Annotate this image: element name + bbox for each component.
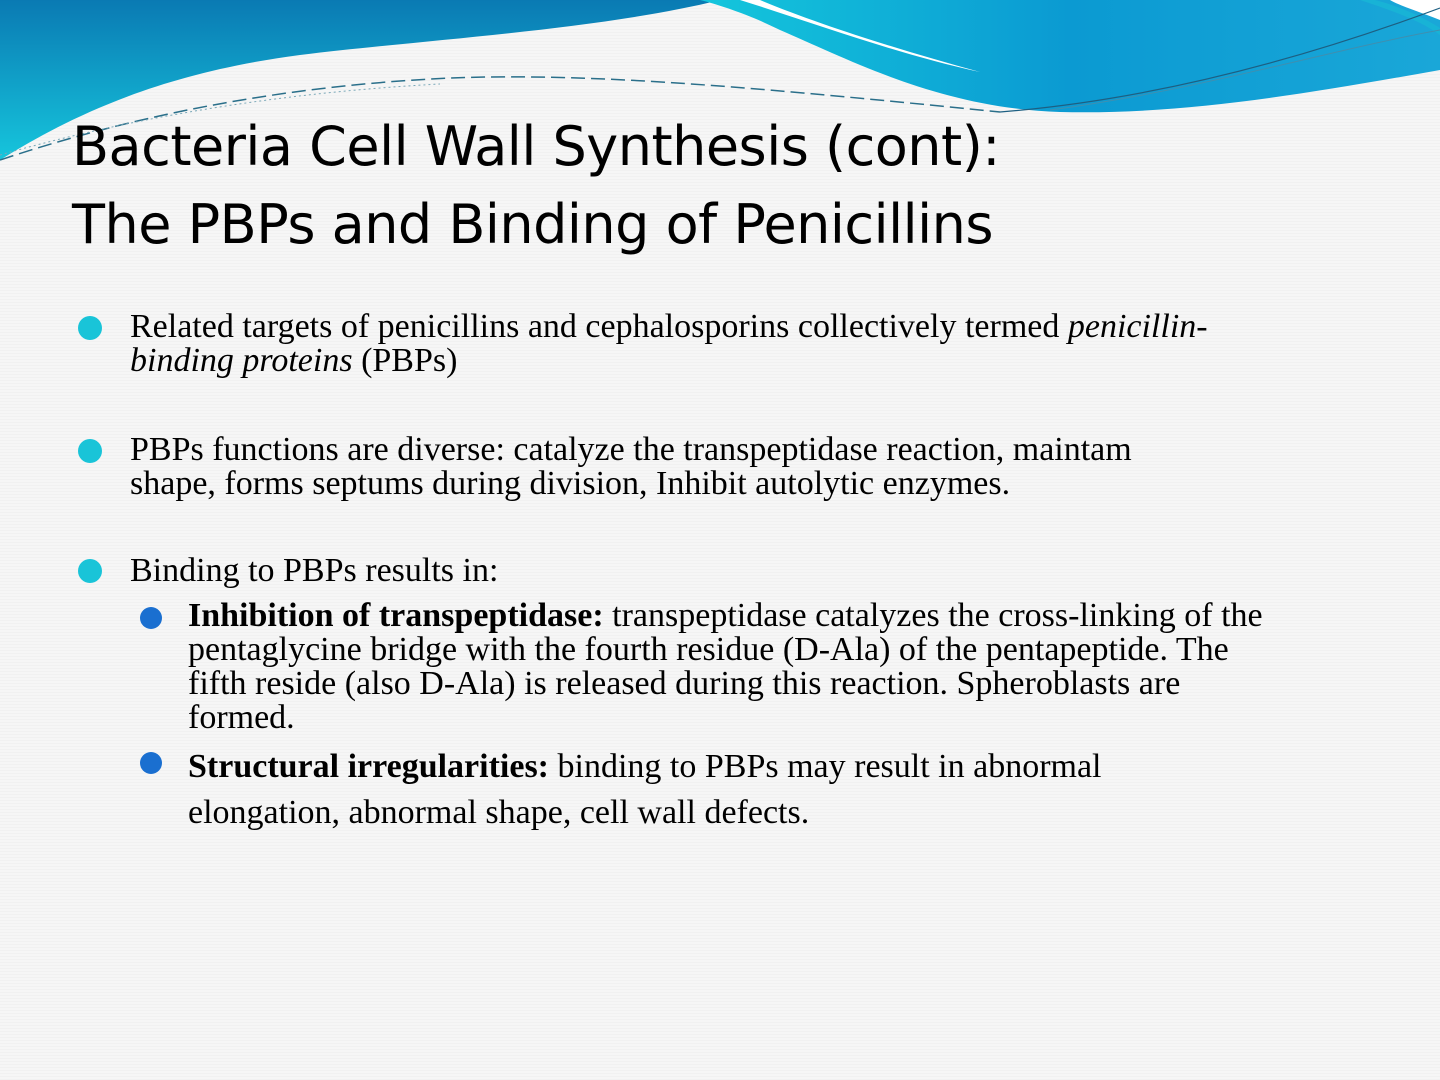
- bullet-text: Binding to PBPs results in:: [130, 552, 499, 589]
- bullet-text: Related targets of penicillins and cephalosporins collectively termed penicillin- binding proteins (PBPs): [130, 308, 1208, 379]
- slide-title-line2: The PBPs and Binding of Penicillins: [72, 193, 993, 256]
- bullet-icon: [78, 559, 102, 583]
- bullet-icon: [78, 316, 102, 340]
- sub-bullet-text: Structural irregularities: binding to PBPs may result in abnormal elongation, abnormal shape, cell wall defects.: [188, 748, 1102, 831]
- bullet-icon: [78, 439, 102, 463]
- sub-bullet-icon: [140, 607, 162, 629]
- bullet-text: PBPs functions are diverse: catalyze the transpeptidase reaction, maintam shape, forms septums during division, Inhibit autolytic enzymes.: [130, 431, 1132, 502]
- slide-title-line1: Bacteria Cell Wall Synthesis (cont):: [72, 115, 1000, 178]
- sub-bullet-text: Inhibition of transpeptidase: transpeptidase catalyzes the cross-linking of the pentaglycine bridge with the fourth residue (D-Ala) of the pentapeptide. The fifth reside (also D-Ala) is released during this reaction. Spheroblasts are formed.: [188, 597, 1263, 736]
- sub-bullet-icon: [140, 752, 162, 774]
- slide-title: [72, 108, 1000, 264]
